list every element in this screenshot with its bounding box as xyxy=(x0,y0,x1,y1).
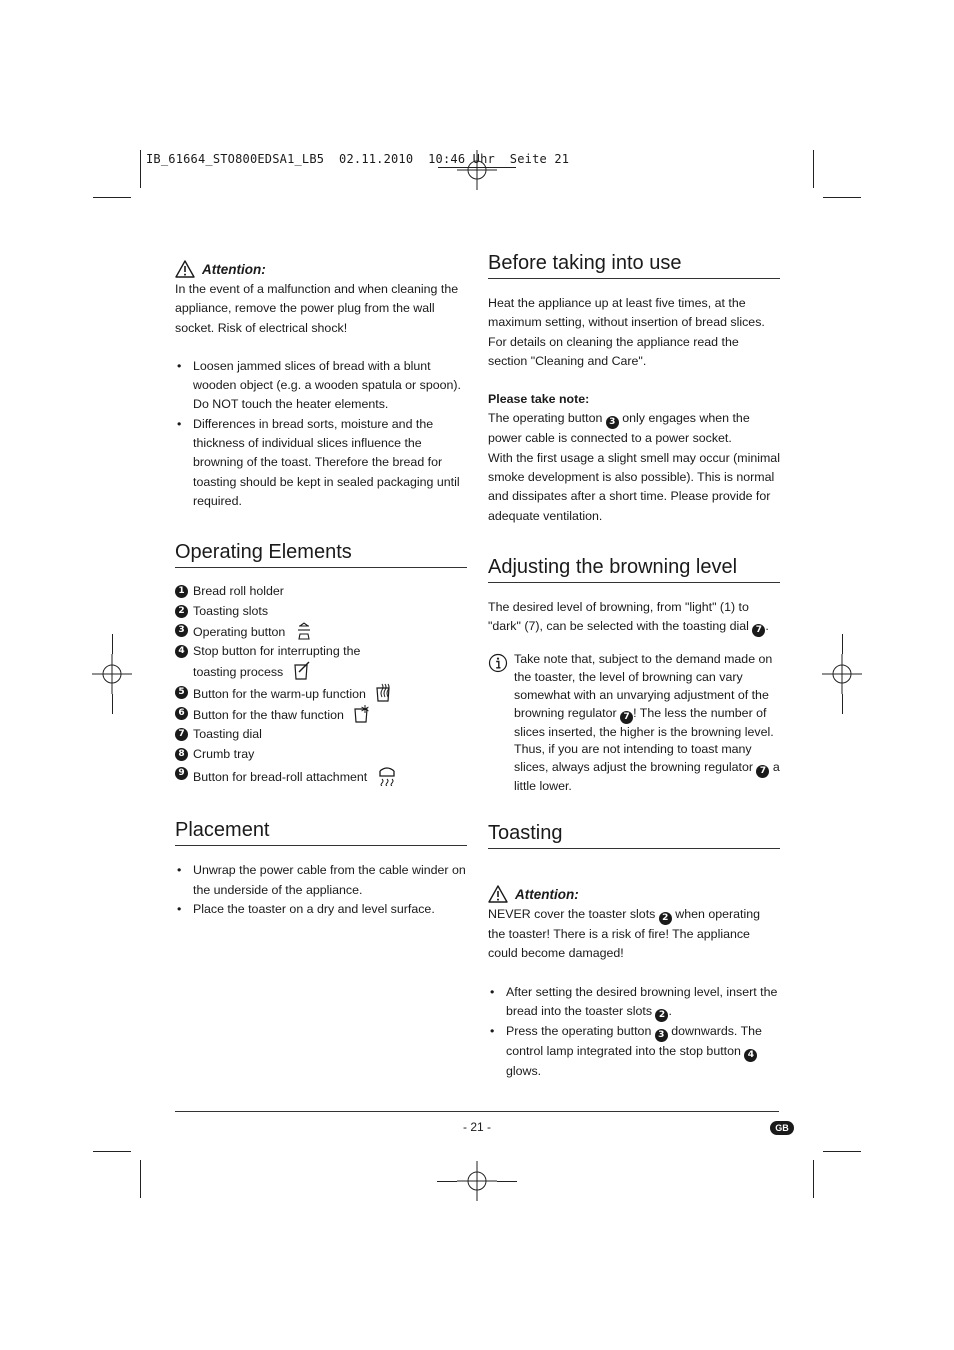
crop-mark xyxy=(842,694,843,714)
placement-list xyxy=(175,861,467,919)
crop-mark xyxy=(497,1181,517,1182)
crop-mark xyxy=(140,150,141,188)
attention-heading xyxy=(488,883,780,905)
warning-list xyxy=(175,357,467,511)
attention-title: Attention: xyxy=(202,261,266,277)
section-heading-before-use: Before taking into use xyxy=(488,250,780,279)
crop-mark xyxy=(813,1160,814,1198)
browning-text: The desired level of browning, from "light" (1) to "dark" (7), can be selected with the toasting dial 7 . xyxy=(488,599,769,636)
before-use-text: Heat the appliance up at least five times, at the maximum setting, without insertion of bread slices. For details on cleaning the appliance read the section "Cleaning and Care". xyxy=(488,296,765,368)
section-heading-toasting: Toasting xyxy=(488,820,780,849)
registration-mark-bottom xyxy=(457,1161,497,1201)
section-heading-browning: Adjusting the browning level xyxy=(488,554,780,583)
list-item: 4 Stop button for interrupting the toasting process xyxy=(175,642,467,683)
info-note xyxy=(488,651,780,796)
info-text: Take note that, subject to the demand made on the toaster, the level of browning can vary somewhat with an unvarying adjustment of the browning regulator 7 ! The less the number of slices inserted, the higher is the browning level. Thus, if you are not intending to toast many slices, always adjust the browning regulator 7 a little lower. xyxy=(514,652,780,794)
list-item: 3 Operating button xyxy=(175,621,467,642)
list-item: • Unwrap the power cable from the cable winder on the underside of the appliance. xyxy=(177,863,466,897)
warning-triangle-icon xyxy=(488,885,508,903)
crop-mark xyxy=(112,634,113,654)
operating-elements-list xyxy=(175,582,467,787)
list-item: 5 Button for the warm-up function xyxy=(175,683,467,704)
footer-rule xyxy=(175,1111,779,1112)
list-item: • Differences in bread sorts, moisture and the thickness of individual slices influence the browning of the toast. Therefore the bread for toasting should be kept in sealed packaging until required. xyxy=(177,416,460,508)
toasting-steps-list xyxy=(488,983,780,1082)
print-slug: IB_61664_STO800EDSA1_LB5 02.11.2010 10:46 Uhr Seite 21 xyxy=(146,152,570,166)
left-column xyxy=(175,258,467,919)
section-heading-operating-elements: Operating Elements xyxy=(175,539,467,568)
attention-title: Attention: xyxy=(515,886,579,902)
list-item: • Place the toaster on a dry and level surface. xyxy=(177,901,435,916)
list-item: 7 Toasting dial xyxy=(175,725,467,744)
list-item: • Loosen jammed slices of bread with a blunt wooden object (e.g. a wooden spatula or spoon). Do NOT touch the heater elements. xyxy=(177,358,461,412)
list-item: 9 Button for bread-roll attachment xyxy=(175,764,467,787)
crop-mark xyxy=(823,1151,861,1152)
crop-mark xyxy=(112,694,113,714)
crop-mark xyxy=(93,1151,131,1152)
bread-roll-icon xyxy=(377,764,397,786)
toasting-attention-text: NEVER cover the toaster slots 2 when operating the toaster! There is a risk of fire! The appliance could become damaged! xyxy=(488,907,760,961)
list-item: 8 Crumb tray xyxy=(175,745,467,764)
warm-up-icon xyxy=(375,683,393,703)
list-item: 6 Button for the thaw function xyxy=(175,704,467,725)
list-item: • Press the operating button 3 downwards. The control lamp integrated into the stop button 4 glows. xyxy=(490,1023,762,1078)
attention-heading xyxy=(175,258,467,280)
note-text: The operating button 3 only engages when the power cable is connected to a power socket. With the first usage a slight smell may occur (minimal smoke development is also possible). This is normal and dissipates after a short time. Please provide for adequate ventilation. xyxy=(488,411,780,523)
crop-mark xyxy=(93,197,131,198)
list-item: • After setting the desired browning level, insert the bread into the toaster slots 2 . xyxy=(490,984,778,1020)
right-column xyxy=(488,250,780,1081)
info-icon xyxy=(488,653,508,673)
operating-button-icon xyxy=(295,621,313,641)
attention-text: In the event of a malfunction and when cleaning the appliance, remove the power plug from the wall socket. Risk of electrical shock! xyxy=(175,282,459,335)
crop-mark xyxy=(437,1181,457,1182)
registration-mark-right xyxy=(822,654,862,694)
list-item: 1 Bread roll holder xyxy=(175,582,467,601)
list-item: 2 Toasting slots xyxy=(175,602,467,621)
crop-mark xyxy=(823,197,861,198)
section-heading-placement: Placement xyxy=(175,817,467,846)
thaw-icon xyxy=(353,704,371,724)
crop-mark xyxy=(140,1160,141,1198)
registration-mark-left xyxy=(92,654,132,694)
stop-icon xyxy=(293,661,311,681)
page-number: - 21 - xyxy=(462,1120,491,1134)
crop-mark xyxy=(842,634,843,654)
note-title: Please take note: xyxy=(488,392,590,407)
registration-mark-top xyxy=(457,150,497,190)
crop-mark xyxy=(813,150,814,188)
language-badge: GB xyxy=(770,1121,794,1135)
warning-triangle-icon xyxy=(175,260,195,278)
